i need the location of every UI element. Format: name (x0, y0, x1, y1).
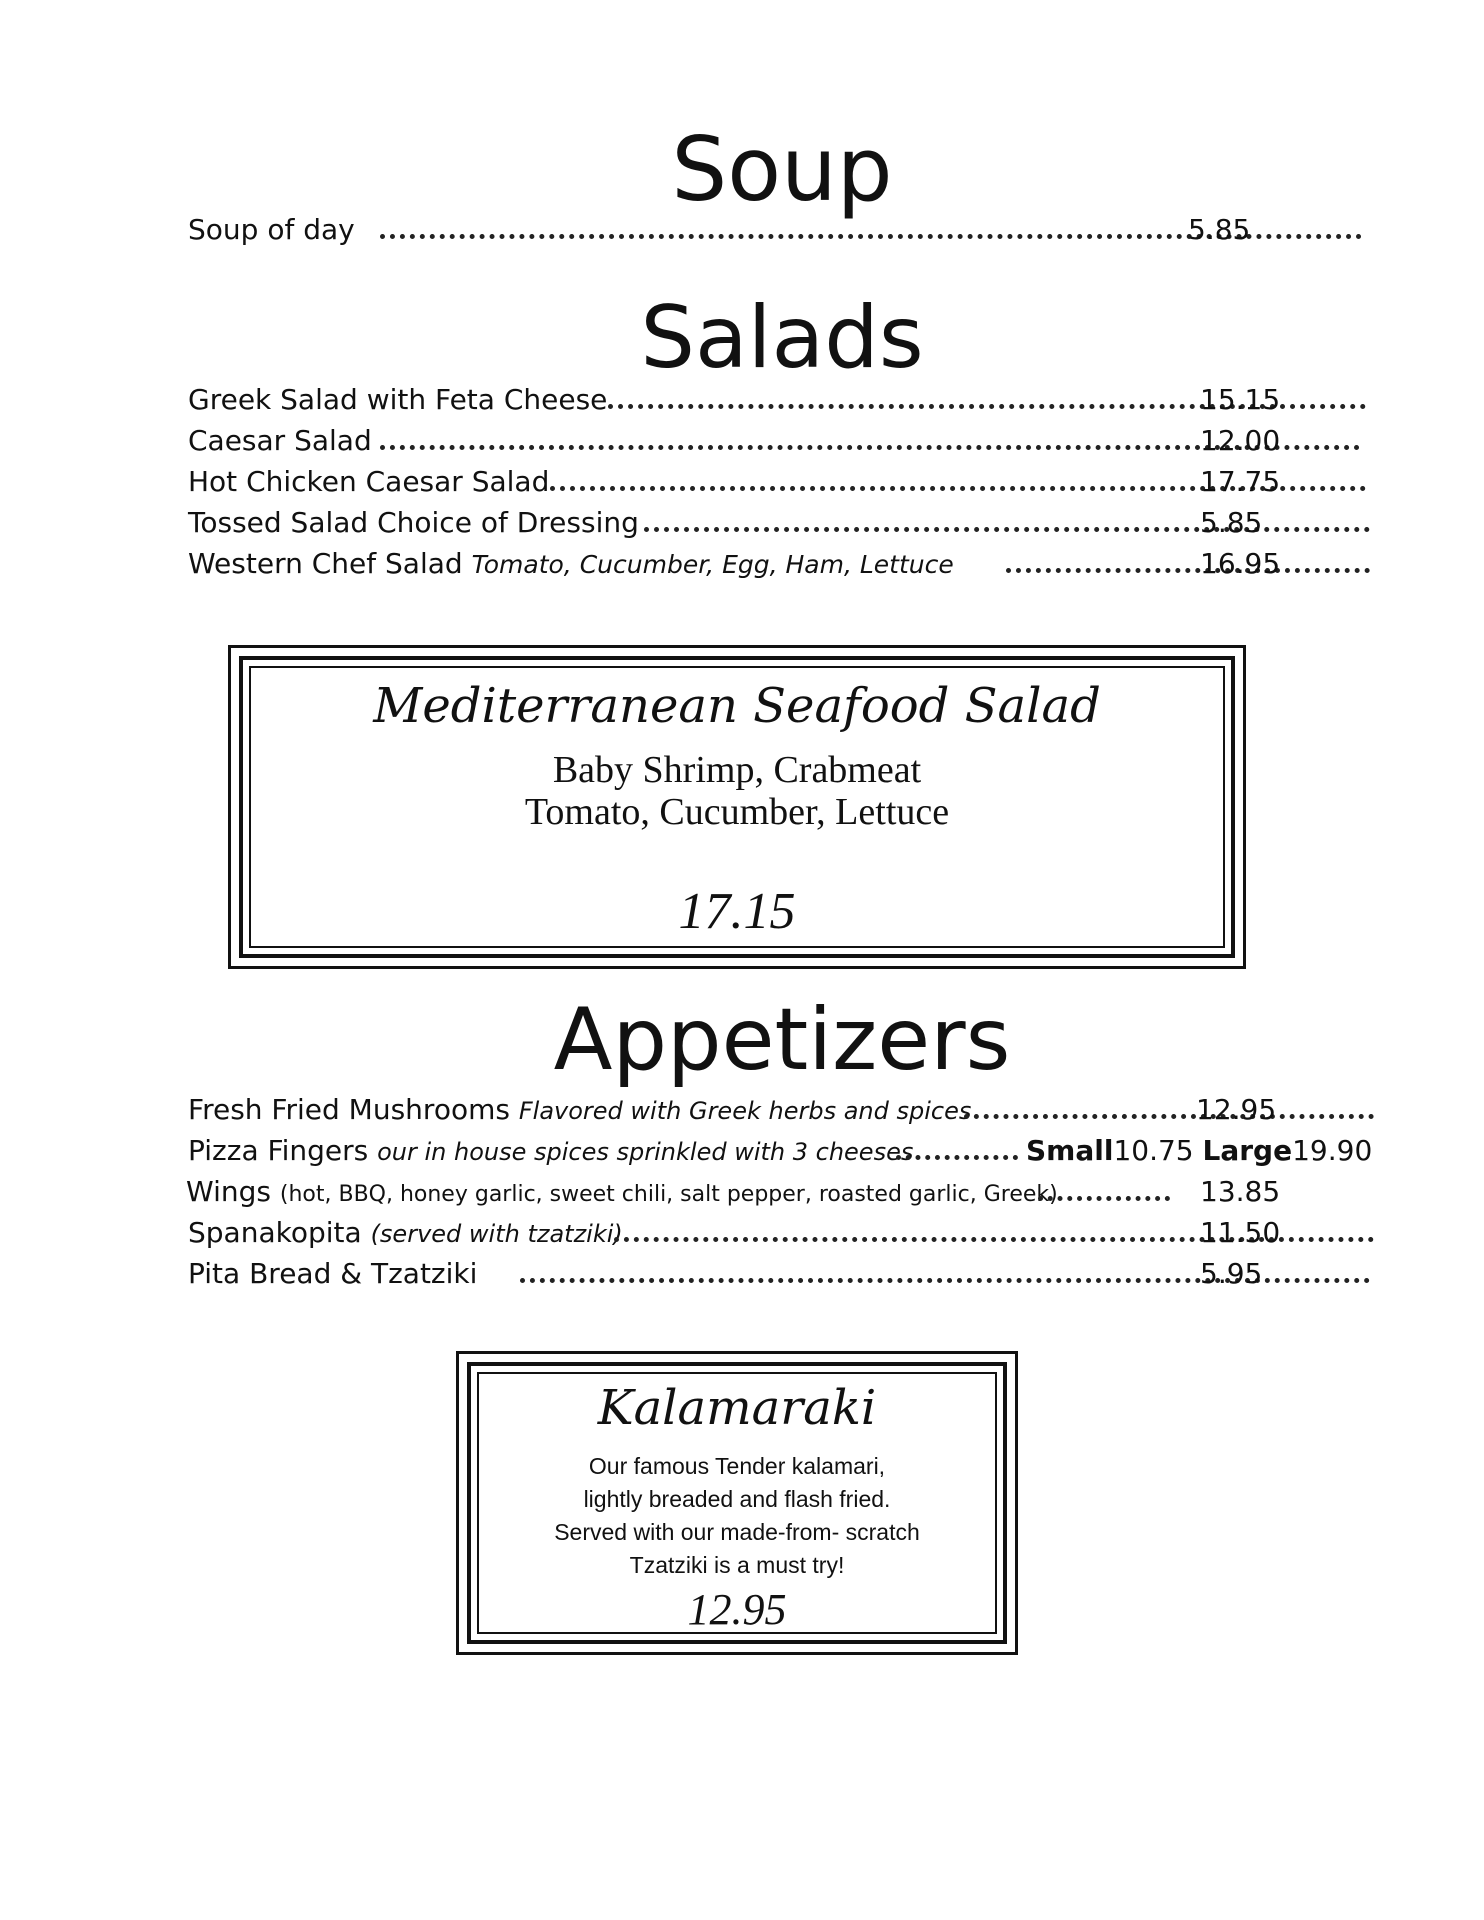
item-name: Spanakopita (188, 1216, 362, 1249)
item-name-with-desc (188, 1090, 971, 1131)
special-description (459, 1450, 1015, 1582)
size-label-small: Small (1026, 1134, 1114, 1167)
item-name: Hot Chicken Caesar Salad (188, 465, 550, 498)
item-name: Caesar Salad (188, 424, 372, 457)
menu-item-wings (186, 1172, 1286, 1212)
size-label-large: Large (1202, 1134, 1293, 1167)
size-price-large: 19.90 (1292, 1134, 1373, 1167)
dot-leader (896, 1155, 1018, 1160)
description-line: Our famous Tender kalamari, (588, 1453, 886, 1479)
size-prices (1026, 1131, 1372, 1171)
item-name: Pita Bread & Tzatziki (188, 1257, 478, 1290)
menu-item-tossed-salad (188, 503, 1288, 543)
special-ingredients-line: Baby Shrimp, Crabmeat (552, 749, 922, 791)
item-name: Greek Salad with Feta Cheese (188, 383, 608, 416)
size-price-small: 10.75 (1113, 1134, 1194, 1167)
salads-heading: Salads (640, 288, 924, 388)
menu-item-hot-chicken-caesar (188, 462, 1288, 502)
item-price: 12.00 (1200, 424, 1281, 457)
special-kalamaraki-box (456, 1351, 1018, 1655)
item-name: Soup of day (188, 213, 355, 246)
item-name-with-desc (188, 544, 954, 585)
item-description: (hot, BBQ, honey garlic, sweet chili, salt pepper, roasted garlic, Greek) (279, 1182, 1058, 1207)
item-name: Western Chef Salad (188, 547, 463, 580)
menu-item-spanakopita (188, 1213, 1288, 1253)
item-name: Pizza Fingers (188, 1134, 369, 1167)
description-line: Served with our made-from- scratch (554, 1519, 920, 1545)
item-price: 11.50 (1200, 1216, 1281, 1249)
item-price: 5.95 (1200, 1257, 1263, 1290)
special-price: 17.15 (678, 883, 796, 940)
item-name: Tossed Salad Choice of Dressing (188, 506, 639, 539)
dot-leader (964, 1114, 1374, 1119)
item-description: Flavored with Greek herbs and spices (518, 1097, 972, 1125)
item-price: 12.95 (1196, 1093, 1277, 1126)
dot-leader (1038, 1196, 1170, 1201)
menu-item-fried-mushrooms (188, 1090, 1288, 1130)
menu-item-caesar-salad (188, 421, 1288, 461)
item-description: Tomato, Cucumber, Egg, Ham, Lettuce (471, 550, 954, 579)
menu-item-greek-salad (188, 380, 1288, 420)
menu-item-pita-bread (188, 1254, 1288, 1294)
description-line: Tzatziki is a must try! (629, 1552, 845, 1578)
menu-item-western-chef-salad (188, 544, 1288, 584)
item-price: 17.75 (1200, 465, 1281, 498)
item-name-with-desc (186, 1172, 1058, 1215)
dot-leader (1006, 568, 1370, 573)
item-name: Fresh Fried Mushrooms (188, 1093, 510, 1126)
description-line: lightly breaded and flash fried. (583, 1486, 891, 1512)
appetizers-heading: Appetizers (553, 990, 1011, 1090)
item-description: (served with tzatziki) (370, 1220, 623, 1248)
menu-item-soup-of-day (188, 210, 1251, 250)
special-title: Mediterranean Seafood Salad (373, 678, 1101, 734)
item-price: 15.15 (1200, 383, 1281, 416)
item-description: our in house spices sprinkled with 3 cheeses (377, 1138, 914, 1166)
item-price: 5.85 (1200, 506, 1263, 539)
special-ingredients-line: Tomato, Cucumber, Lettuce (524, 791, 950, 833)
item-price: 5.85 (1188, 213, 1251, 246)
special-seafood-salad-box (228, 645, 1246, 969)
item-price: 16.95 (1200, 547, 1281, 580)
item-name: Wings (186, 1175, 271, 1208)
item-name-with-desc (188, 1131, 913, 1172)
item-name-with-desc (188, 1213, 623, 1254)
item-price: 13.85 (1200, 1175, 1281, 1208)
special-title: Kalamaraki (597, 1380, 877, 1436)
menu-item-pizza-fingers (188, 1131, 1373, 1171)
soup-heading: Soup (671, 118, 893, 221)
special-price: 12.95 (687, 1585, 787, 1634)
